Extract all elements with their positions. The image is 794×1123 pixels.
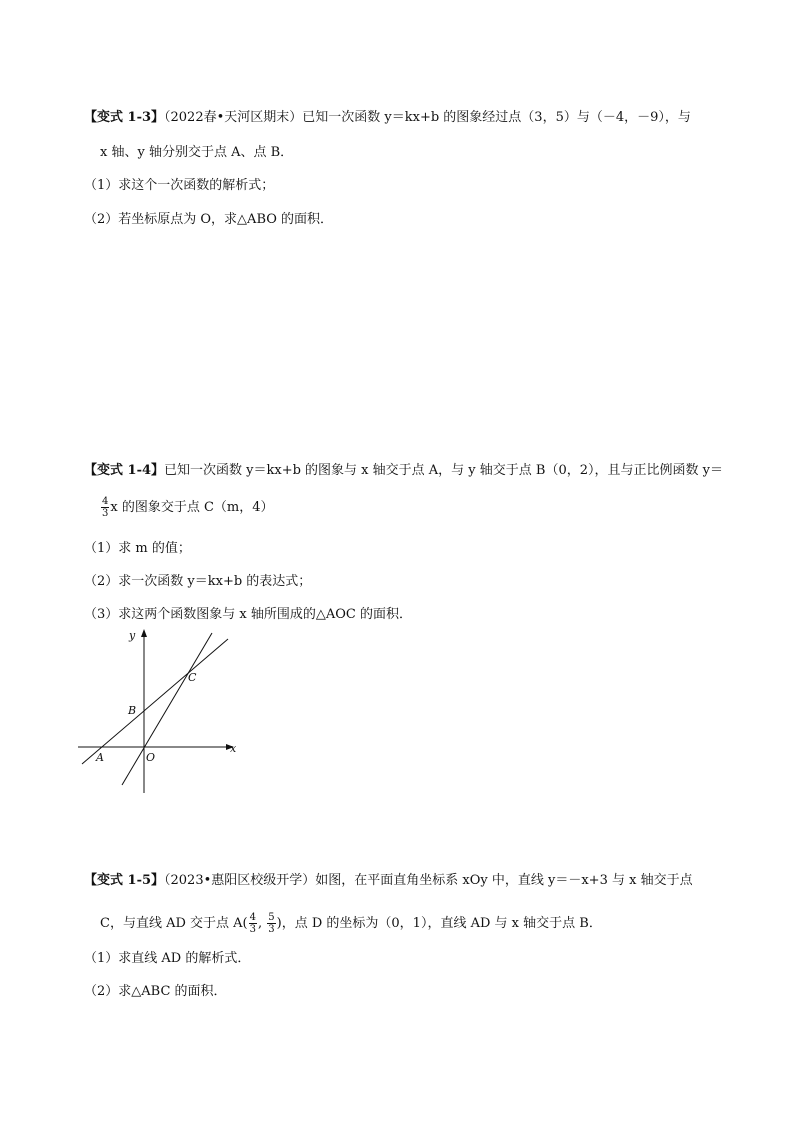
origin-label: O xyxy=(146,751,156,764)
point-a-label: A xyxy=(96,751,104,764)
problem-1-3-line2: x 轴、y 轴分别交于点 A、点 B． xyxy=(100,145,294,160)
point-b-label: B xyxy=(128,704,137,717)
problem-1-5-tag: 【变式 1-5】 xyxy=(84,873,165,888)
problem-1-4-question-1: （1）求 m 的值； xyxy=(84,541,191,556)
problem-1-4-line2 xyxy=(100,496,274,519)
y-axis-arrow xyxy=(141,629,147,637)
problem-1-5-line1 xyxy=(84,872,693,890)
problem-1-3-question-1: （1）求这个一次函数的解析式； xyxy=(84,178,275,193)
problem-1-3-question-2: （2）若坐标原点为 O，求△ABO 的面积． xyxy=(84,212,334,227)
problem-1-4-line1 xyxy=(84,462,723,480)
problem-1-4-line2-text: x 的图象交于点 C（m，4） xyxy=(110,500,274,515)
problem-1-5-statement: （2023•惠阳区校级开学）如图，在平面直角坐标系 xOy 中，直线 y＝－x+3 与 x 轴交于点 xyxy=(164,873,693,888)
problem-1-3-tag: 【变式 1-3】 xyxy=(84,110,165,125)
fraction-four-thirds: $\frac{4}{3}$ xyxy=(102,496,109,519)
problem-1-5-question-2: （2）求△ABC 的面积． xyxy=(84,984,227,999)
fraction-a-y: $\frac{5}{3}$ xyxy=(268,912,275,935)
line-ab xyxy=(82,639,228,764)
point-c-label: C xyxy=(188,671,197,684)
problem-1-5-line2: C，与直线 AD 交于点 A( $\frac{4}{3}$ , $\frac{5}{3}$ )，点 D 的坐标为（0，1），直线 AD 与 x 轴交于点 B． xyxy=(100,912,602,935)
problem-1-4-question-2: （2）求一次函数 y＝kx+b 的表达式； xyxy=(84,574,312,589)
problem-1-3-line1 xyxy=(84,109,691,127)
x-axis-label: x xyxy=(230,742,237,755)
problem-1-4-question-3: （3）求这两个函数图象与 x 轴所围成的△AOC 的面积． xyxy=(84,607,412,622)
problem-1-5-question-1: （1）求直线 AD 的解析式． xyxy=(84,951,251,966)
coordinate-graph xyxy=(76,625,246,797)
fraction-a-x: $\frac{4}{3}$ xyxy=(249,912,256,935)
problem-1-4-tag: 【变式 1-4】 xyxy=(84,463,165,478)
problem-1-4-statement: 已知一次函数 y＝kx+b 的图象与 x 轴交于点 A，与 y 轴交于点 B（0，2），且与正比例函数 y＝ xyxy=(164,463,723,478)
y-axis-label: y xyxy=(129,629,136,642)
problem-1-3-statement: （2022春•天河区期末）已知一次函数 y＝kx+b 的图象经过点（3，5）与（－4，－9），与 xyxy=(164,110,691,125)
